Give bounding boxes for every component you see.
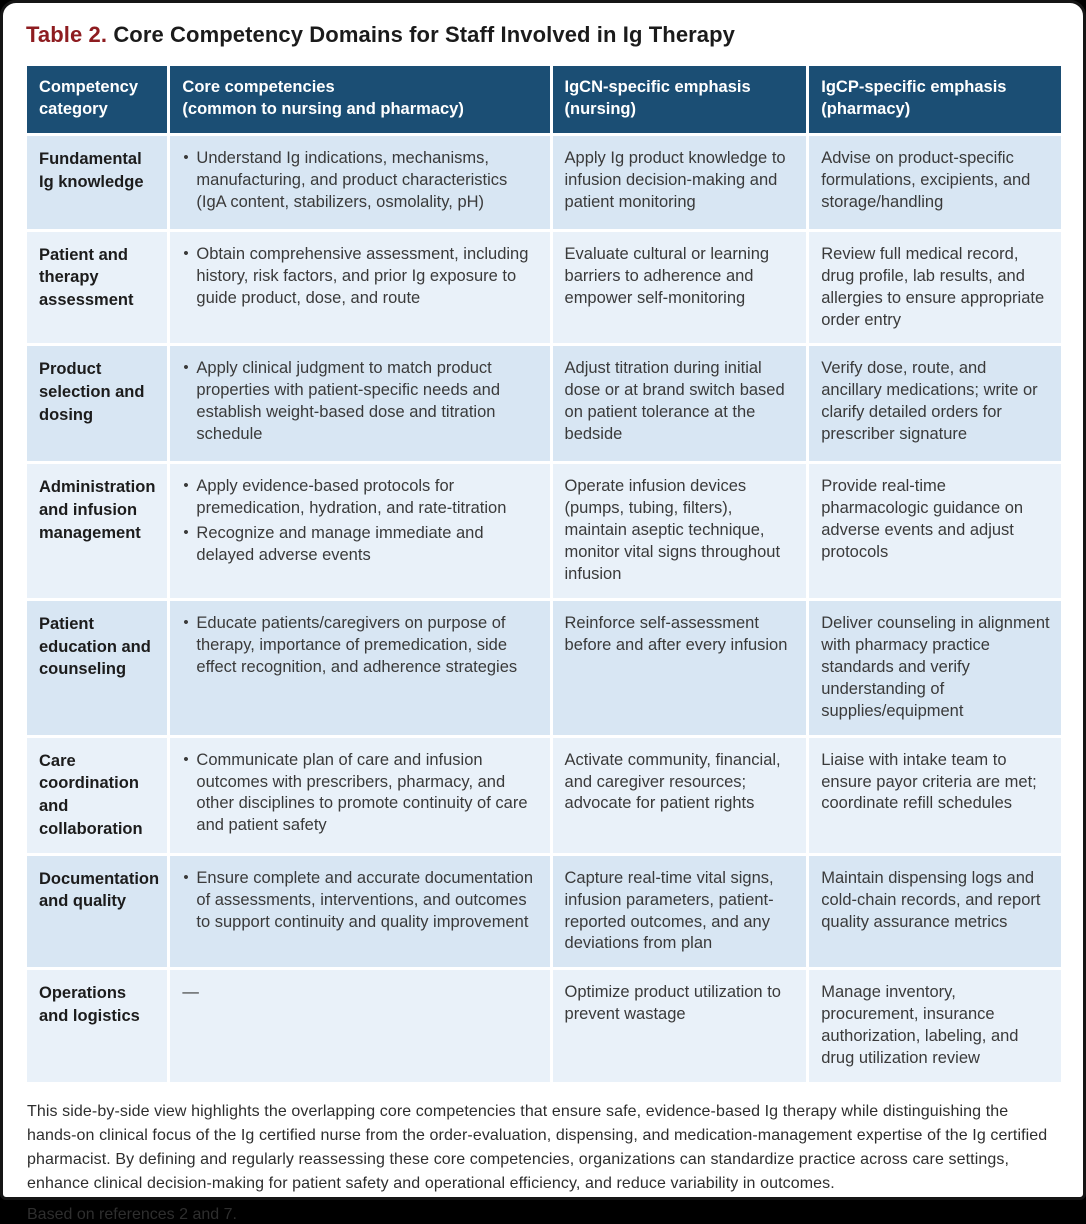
table-row bbox=[27, 232, 1061, 344]
igcp-cell: Advise on product-specific formulations, excipients, and storage/handling bbox=[809, 136, 1061, 229]
col-header-line: IgCN-specific emphasis bbox=[564, 78, 751, 96]
core-cell bbox=[170, 136, 549, 229]
header-row bbox=[27, 66, 1061, 133]
core-competency-bullet: • Understand Ig indications, mechanisms, manufacturing, and product characteristics (IgA content, stabilizers, osmolality, pH) bbox=[182, 148, 538, 214]
core-cell bbox=[170, 346, 549, 461]
competency-table bbox=[24, 63, 1064, 1085]
core-competency-bullet: • Apply evidence-based protocols for premedication, hydration, and rate-titration bbox=[182, 476, 538, 520]
category-cell: Patient and therapy assessment bbox=[27, 232, 167, 344]
col-header-line: (common to nursing and pharmacy) bbox=[182, 99, 464, 118]
core-competency-bullet: • Educate patients/caregivers on purpose of therapy, importance of premedication, side effect recognition, and adherence strategies bbox=[182, 613, 538, 679]
core-competency-bullet: • Communicate plan of care and infusion outcomes with prescribers, pharmacy, and other disciplines to promote continuity of care and patient safety bbox=[182, 750, 538, 838]
core-bullet-list bbox=[182, 358, 538, 446]
table-row bbox=[27, 601, 1061, 735]
core-bullet-list bbox=[182, 750, 538, 838]
col-header-line: Competency bbox=[39, 78, 139, 96]
col-header-igcn-emphasis bbox=[553, 66, 807, 133]
table-row bbox=[27, 856, 1061, 968]
table-title-text: Core Competency Domains for Staff Involved in Ig Therapy bbox=[113, 22, 736, 47]
core-competency-bullet: • Obtain comprehensive assessment, including history, risk factors, and prior Ig exposure to guide product, dose, and route bbox=[182, 244, 538, 310]
table-row bbox=[27, 738, 1061, 853]
igcp-cell: Review full medical record, drug profile, lab results, and allergies to ensure appropriate order entry bbox=[809, 232, 1061, 344]
table-row bbox=[27, 136, 1061, 229]
table-title bbox=[26, 22, 1060, 48]
table-row bbox=[27, 346, 1061, 461]
igcn-cell: Operate infusion devices (pumps, tubing, filters), maintain aseptic technique, monitor vital signs throughout infusion bbox=[553, 464, 807, 598]
igcp-cell: Maintain dispensing logs and cold-chain records, and report quality assurance metrics bbox=[809, 856, 1061, 968]
col-header-line: Core competencies bbox=[182, 78, 335, 96]
igcn-cell: Activate community, financial, and caregiver resources; advocate for patient rights bbox=[553, 738, 807, 853]
core-bullet-list bbox=[182, 244, 538, 310]
category-cell: Care coordination and collaboration bbox=[27, 738, 167, 853]
table-row bbox=[27, 970, 1061, 1082]
igcn-cell: Capture real-time vital signs, infusion parameters, patient-reported outcomes, and any deviations from plan bbox=[553, 856, 807, 968]
category-cell: Documentation and quality bbox=[27, 856, 167, 968]
igcn-cell: Adjust titration during initial dose or at brand switch based on patient tolerance at the bedside bbox=[553, 346, 807, 461]
core-cell bbox=[170, 970, 549, 1082]
igcp-cell: Liaise with intake team to ensure payor criteria are met; coordinate refill schedules bbox=[809, 738, 1061, 853]
core-bullet-list bbox=[182, 148, 538, 214]
core-bullet-list bbox=[182, 613, 538, 679]
category-cell: Fundamental Ig knowledge bbox=[27, 136, 167, 229]
igcn-cell: Apply Ig product knowledge to infusion decision-making and patient monitoring bbox=[553, 136, 807, 229]
col-header-igcp-emphasis bbox=[809, 66, 1061, 133]
category-cell: Operations and logistics bbox=[27, 970, 167, 1082]
core-competency-bullet: • Recognize and manage immediate and delayed adverse events bbox=[182, 523, 538, 567]
col-header-competency-category bbox=[27, 66, 167, 133]
category-cell: Product selection and dosing bbox=[27, 346, 167, 461]
igcn-cell: Optimize product utilization to prevent wastage bbox=[553, 970, 807, 1082]
igcn-cell: Reinforce self-assessment before and after every infusion bbox=[553, 601, 807, 735]
col-header-line: IgCP-specific emphasis bbox=[821, 78, 1007, 96]
core-competency-bullet: • Ensure complete and accurate documentation of assessments, interventions, and outcomes to support continuity and quality improvement bbox=[182, 868, 538, 934]
igcp-cell: Manage inventory, procurement, insurance authorization, labeling, and drug utilization review bbox=[809, 970, 1061, 1082]
core-cell bbox=[170, 232, 549, 344]
col-header-core-competencies bbox=[170, 66, 549, 133]
igcn-cell: Evaluate cultural or learning barriers to adherence and empower self-monitoring bbox=[553, 232, 807, 344]
empty-cell-dash: — bbox=[182, 983, 199, 1002]
col-header-line: (pharmacy) bbox=[821, 99, 911, 118]
core-cell bbox=[170, 601, 549, 735]
igcp-cell: Verify dose, route, and ancillary medications; write or clarify detailed orders for prescriber signature bbox=[809, 346, 1061, 461]
core-bullet-list bbox=[182, 476, 538, 567]
igcp-cell: Provide real-time pharmacologic guidance on adverse events and adjust protocols bbox=[809, 464, 1061, 598]
col-header-line: (nursing) bbox=[564, 99, 637, 118]
core-competency-bullet: • Apply clinical judgment to match product properties with patient-specific needs and establish weight-based dose and titration schedule bbox=[182, 358, 538, 446]
table-number-label: Table 2. bbox=[26, 22, 108, 47]
table-row bbox=[27, 464, 1061, 598]
category-cell: Administration and infusion management bbox=[27, 464, 167, 598]
core-cell bbox=[170, 856, 549, 968]
core-cell bbox=[170, 464, 549, 598]
col-header-line: category bbox=[39, 99, 108, 118]
table-footnote: This side-by-side view highlights the overlapping core competencies that ensure safe, evidence-based Ig therapy while distinguishing the hands-on clinical focus of the Ig certified nurse from the order-evaluation, dispensing, and medication-management expertise of the Ig certified pharmacist. By defining and regularly reassessing these core competencies, organizations can standardize practice across care settings, enhance clinical decision-making for patient safety and operational efficiency, and reduce variability in outcomes. bbox=[27, 1103, 1048, 1193]
core-bullet-list bbox=[182, 868, 538, 934]
reference-note: Based on references 2 and 7. bbox=[27, 1206, 237, 1224]
category-cell: Patient education and counseling bbox=[27, 601, 167, 735]
core-cell bbox=[170, 738, 549, 853]
igcp-cell: Deliver counseling in alignment with pharmacy practice standards and verify understanding of supplies/equipment bbox=[809, 601, 1061, 735]
